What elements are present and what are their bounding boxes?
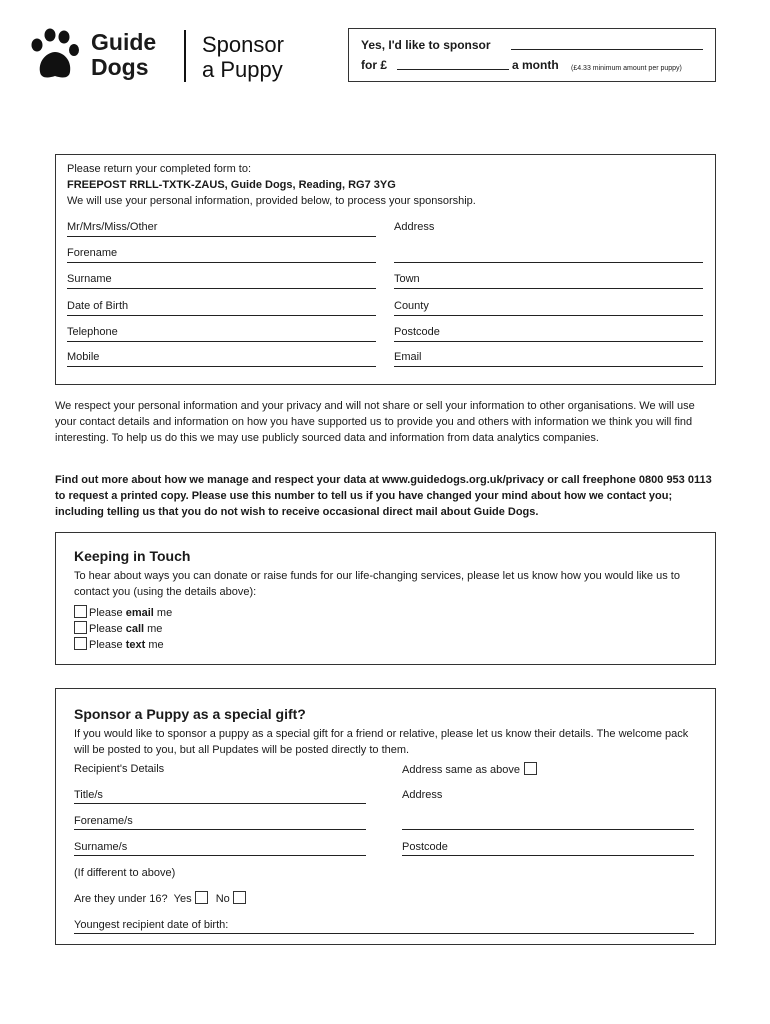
pledge-box (348, 28, 716, 82)
youngest-dob-field[interactable] (74, 933, 694, 934)
privacy-paragraph: We respect your personal information and your privacy and will not share or sell your information to other organisations. We will use your contact details and information on how you have supported us to provide you and others with information we think you will find interesting. To help us do this we may use publicly sourced data and information from data analytics companies. (55, 400, 695, 444)
forename-label: Forename (67, 247, 118, 259)
logo-subtitle (202, 32, 284, 82)
contact-option-email[interactable] (74, 605, 172, 620)
logo (28, 28, 298, 86)
title-field[interactable] (67, 236, 376, 237)
under16-yes-checkbox[interactable] (195, 891, 208, 904)
text-option-pre: Please (89, 639, 126, 651)
gift-surname-field[interactable] (74, 855, 366, 856)
address-field-2[interactable] (394, 262, 703, 263)
dob-field[interactable] (67, 315, 376, 316)
brand-line-2: Dogs (91, 54, 149, 80)
amount-field[interactable] (397, 69, 509, 70)
email-option-pre: Please (89, 607, 126, 619)
call-option-method: call (125, 623, 145, 635)
under16-yes-label: Yes (173, 893, 192, 905)
call-checkbox[interactable] (74, 621, 87, 634)
under16-no-label: No (215, 893, 230, 905)
subtitle-line-1: Sponsor (202, 32, 284, 57)
town-label: Town (394, 273, 420, 285)
text-option-post: me (145, 639, 164, 651)
text-option-method: text (125, 639, 146, 651)
under16-row (74, 891, 248, 906)
details-form-box (55, 154, 716, 385)
gift-title: Sponsor a Puppy as a special gift? (74, 706, 306, 722)
privacy-contact-paragraph: Find out more about how we manage and respect your data at www.guidedogs.org.uk/privacy or call freephone 0800 953 0113 to request a printed copy. Please use this number to tell us if you have changed your mind about how we contact you; including telling us that you do not wish to receive occasional direct mail about Guide Dogs. (55, 474, 712, 518)
keeping-in-touch-title: Keeping in Touch (74, 548, 191, 564)
brand-name (91, 30, 156, 80)
gift-title-label: Title/s (74, 789, 103, 801)
gift-postcode-field[interactable] (402, 855, 694, 856)
youngest-dob-label: Youngest recipient date of birth: (74, 919, 229, 931)
sponsor-count-field[interactable] (511, 49, 703, 50)
mobile-field[interactable] (67, 366, 376, 367)
gift-forename-field[interactable] (74, 829, 366, 830)
pledge-for-label: for £ (361, 58, 388, 72)
gift-intro: If you would like to sponsor a puppy as a special gift for a friend or relative, please let us know their details. The welcome pack will be posted to you, but all Pupdates will be posted directly to them. (74, 728, 689, 756)
contact-option-text[interactable] (74, 637, 164, 652)
gift-forename-label: Forename/s (74, 815, 133, 827)
brand-line-1: Guide (91, 29, 157, 55)
title-label: Mr/Mrs/Miss/Other (67, 221, 158, 233)
address-same-label: Address same as above (402, 764, 521, 776)
telephone-field[interactable] (67, 341, 376, 342)
surname-label: Surname (67, 273, 112, 285)
email-label: Email (394, 351, 422, 363)
gift-box (55, 688, 716, 945)
mobile-label: Mobile (67, 351, 100, 363)
address-label: Address (394, 221, 435, 233)
if-different-note: (If different to above) (74, 867, 176, 879)
county-field[interactable] (394, 315, 703, 316)
logo-divider (184, 30, 186, 82)
subtitle-line-2: a Puppy (202, 57, 283, 82)
gift-address-label: Address (402, 789, 443, 801)
keeping-in-touch-intro: To hear about ways you can donate or raise funds for our life-changing services, please let us know how you would like us to contact you (using the details above): (74, 570, 680, 598)
dob-label: Date of Birth (67, 300, 129, 312)
telephone-label: Telephone (67, 326, 118, 338)
gift-surname-label: Surname/s (74, 841, 128, 853)
county-label: County (394, 300, 429, 312)
minimum-note: (£4.33 minimum amount per puppy) (571, 65, 682, 72)
call-option-post: me (144, 623, 163, 635)
town-field[interactable] (394, 288, 703, 289)
gift-address-field[interactable] (402, 829, 694, 830)
email-checkbox[interactable] (74, 605, 87, 618)
paw-icon (28, 28, 84, 82)
postcode-label: Postcode (394, 326, 440, 338)
text-checkbox[interactable] (74, 637, 87, 650)
return-intro: Please return your completed form to: (67, 163, 252, 175)
under16-question: Are they under 16? (74, 893, 168, 905)
email-option-post: me (153, 607, 173, 619)
surname-field[interactable] (67, 288, 376, 289)
address-same-option[interactable] (402, 762, 539, 777)
postcode-field[interactable] (394, 341, 703, 342)
pledge-month-label: a month (512, 58, 559, 72)
freepost-address: FREEPOST RRLL-TXTK-ZAUS, Guide Dogs, Reading, RG7 3YG (67, 179, 396, 191)
gift-postcode-label: Postcode (402, 841, 448, 853)
contact-option-call[interactable] (74, 621, 162, 636)
address-same-checkbox[interactable] (524, 762, 537, 775)
forename-field[interactable] (67, 262, 376, 263)
email-option-method: email (125, 607, 154, 619)
keeping-in-touch-box (55, 532, 716, 665)
under16-no-checkbox[interactable] (233, 891, 246, 904)
pledge-line-1: Yes, I'd like to sponsor (361, 38, 491, 52)
recipient-heading: Recipient's Details (74, 763, 165, 775)
call-option-pre: Please (89, 623, 126, 635)
gift-title-field[interactable] (74, 803, 366, 804)
usage-note: We will use your personal information, provided below, to process your sponsorship. (67, 195, 476, 207)
email-field[interactable] (394, 366, 703, 367)
